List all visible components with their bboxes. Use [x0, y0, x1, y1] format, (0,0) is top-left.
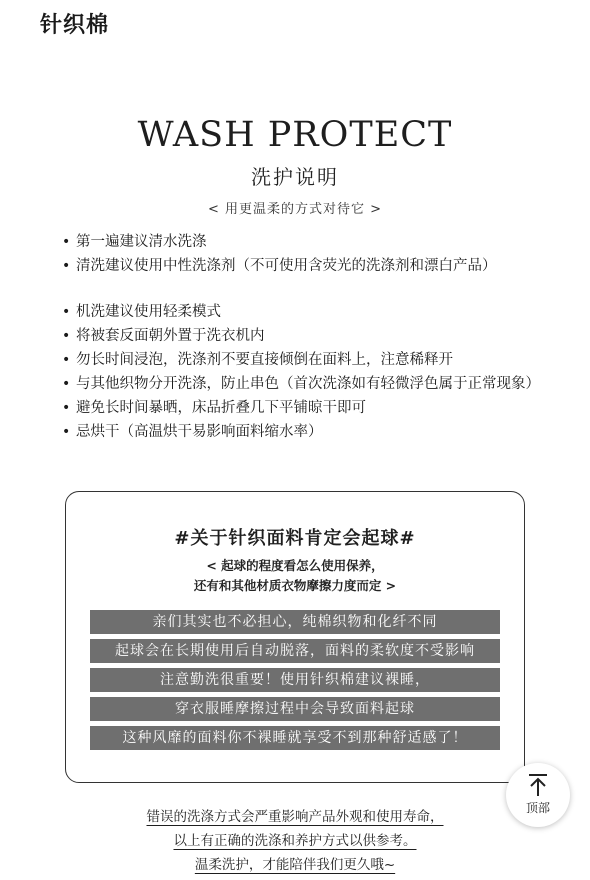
pilling-bars [90, 610, 500, 755]
footer-line-1: 错误的洗涤方式会严重影响产品外观和使用寿命， [146, 809, 444, 825]
pilling-subtitle-line2: 还有和其他材质衣物摩擦力度而定 > [193, 578, 397, 593]
arrow-up-icon [526, 773, 550, 797]
care-item: • 与其他织物分开洗涤，防止串色（首次洗涤如有轻微浮色属于正常现象） [62, 372, 542, 396]
pilling-bar: 亲们其实也不必担心，纯棉织物和化纤不同 [90, 610, 500, 634]
pilling-subtitle-line1: < 起球的程度看怎么使用保养， [206, 558, 384, 573]
care-item: • 勿长时间浸泡，洗涤剂不要直接倾倒在面料上，注意稀释开 [62, 348, 542, 372]
pilling-info-box [65, 491, 525, 783]
pilling-bar: 起球会在长期使用后自动脱落，面料的柔软度不受影响 [90, 639, 500, 663]
pilling-bar: 这种风靡的面料你不裸睡就享受不到那种舒适感了！ [90, 726, 500, 750]
footer-note [0, 805, 590, 877]
hero-title-cn: 洗护说明 [251, 165, 339, 189]
care-instructions [62, 230, 542, 444]
footer-line-3: 温柔洗护，才能陪伴我们更久哦~ [194, 857, 396, 873]
hero-subtitle: < 用更温柔的方式对待它 > [207, 202, 383, 217]
pilling-title: #关于针织面料肯定会起球# [174, 528, 416, 549]
hero-section [0, 115, 590, 217]
care-item: • 避免长时间暴晒，床品折叠几下平铺晾干即可 [62, 396, 542, 420]
back-to-top-label: 顶部 [525, 801, 550, 815]
care-item: • 机洗建议使用轻柔模式 [62, 300, 542, 324]
care-item: • 清洗建议使用中性洗涤剂（不可使用含荧光的洗涤剂和漂白产品） [62, 254, 542, 278]
care-group-machine [62, 300, 542, 444]
pilling-bar: 注意勤洗很重要！使用针织棉建议裸睡， [90, 668, 500, 692]
footer-line-2: 以上有正确的洗涤和养护方式以供参考。 [173, 833, 417, 849]
care-group-basic [62, 230, 542, 278]
care-item: • 忌烘干（高温烘干易影响面料缩水率） [62, 420, 542, 444]
pilling-bar: 穿衣服睡摩擦过程中会导致面料起球 [90, 697, 500, 721]
page-title: 针织棉 [40, 13, 110, 38]
pilling-subtitle [66, 556, 524, 596]
care-item: • 将被套反面朝外置于洗衣机内 [62, 324, 542, 348]
care-item: • 第一遍建议清水洗涤 [62, 230, 542, 254]
hero-title-en: WASH PROTECT [137, 115, 453, 155]
